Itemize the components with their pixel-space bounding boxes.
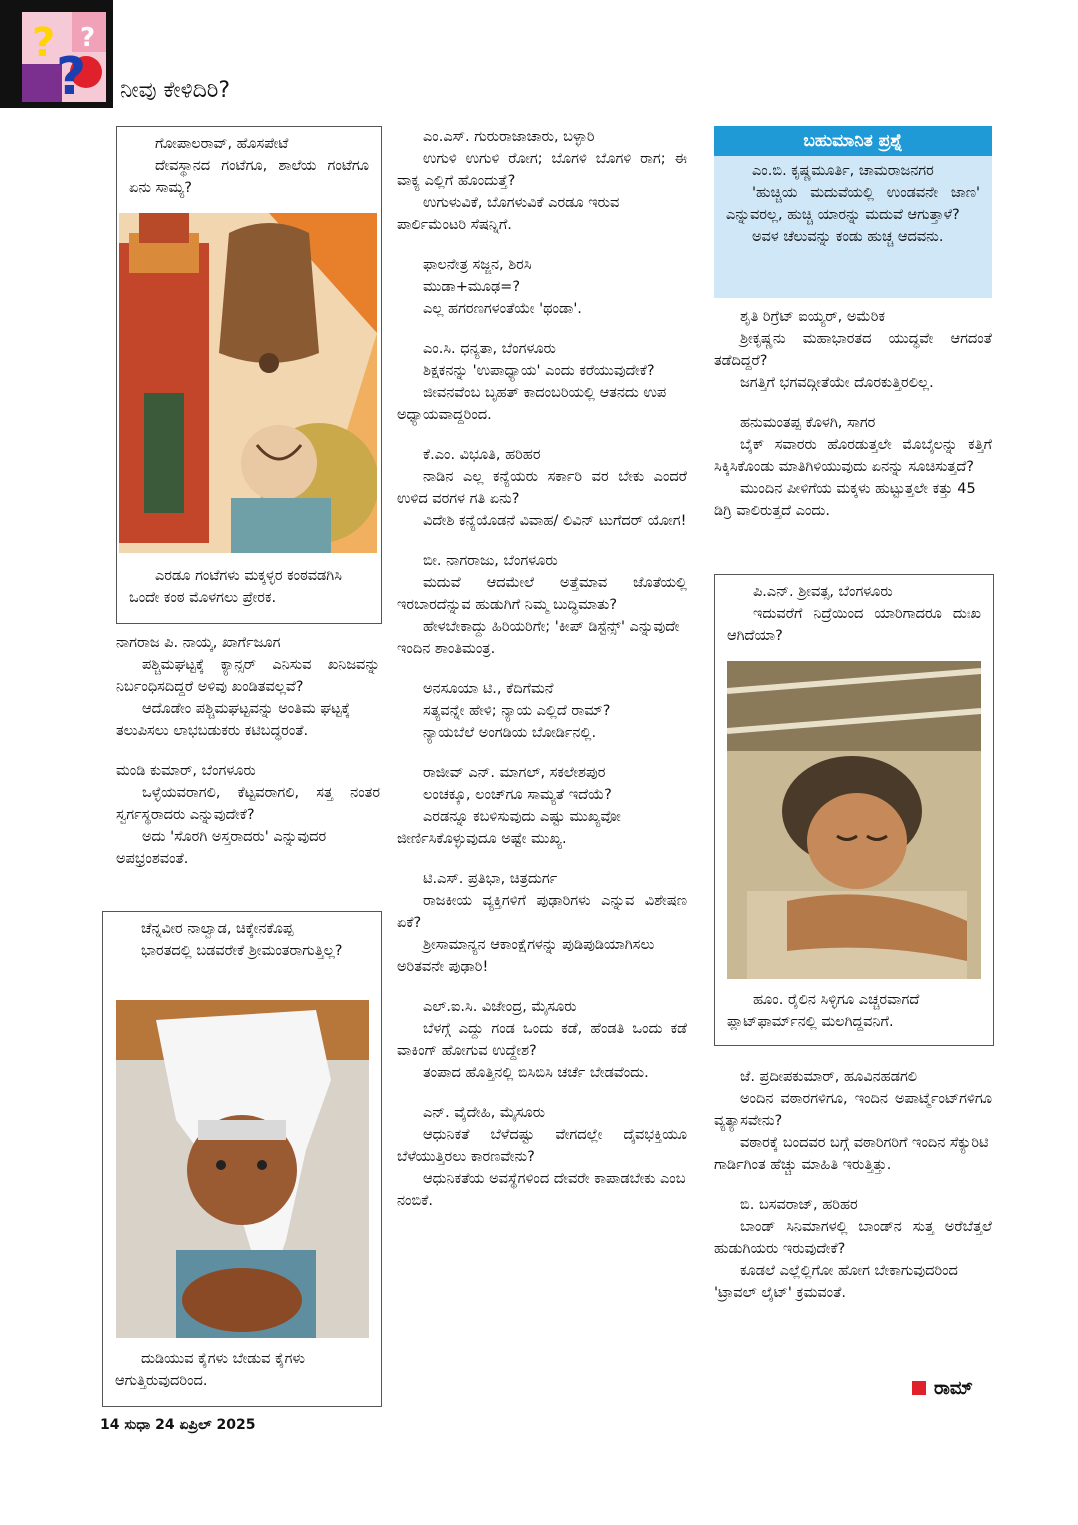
question-text: ಬಾಂಡ್ ಸಿನಿಮಾಗಳಲ್ಲಿ ಬಾಂಡ್‌ನ ಸುತ್ತ ಅರೆಬೆತ್ತಲೆ ಹುಡುಗಿಯರು ಇರುವುದೇಕೆ?	[714, 1219, 992, 1257]
column-3-list-a	[714, 306, 992, 540]
old-man-illustration	[116, 1000, 369, 1338]
qa-item	[397, 338, 687, 426]
temple-bell-art-icon	[119, 213, 377, 553]
asker-name: ಎಲ್.ಐ.ಸಿ. ವಿಜೇಂದ್ರ, ಮೈಸೂರು	[423, 999, 577, 1015]
answer-text: ವಠಾರಕ್ಕೆ ಬಂದವರ ಬಗ್ಗೆ ವಠಾರಿಗರಿಗೆ ಇಂದಿನ ಸೆಕ್ಯುರಿಟಿ ಗಾರ್ಡಿಗಿಂತ ಹೆಚ್ಚು ಮಾಹಿತಿ ಇರುತ್ತಿತ್ತು.	[714, 1135, 989, 1173]
author-signature	[912, 1378, 973, 1399]
asker-name: ಬೀ. ನಾಗರಾಜು, ಬೆಂಗಳೂರು	[423, 553, 558, 569]
qa-item	[714, 1066, 992, 1176]
answer-text: ಆದೊಡೇಂ ಪಶ್ಚಿಮಘಟ್ಟವನ್ನು ಅಂತಿಮ ಘಟ್ಟಕ್ಕೆ ತಲುಪಿಸಲು ಲಾಭಬಡುಕರು ಕಟಿಬದ್ಧರಂತೆ.	[116, 701, 351, 739]
answer-text: ಶ್ರೀಸಾಮಾನ್ಯನ ಆಕಾಂಕ್ಷೆಗಳನ್ನು ಪುಡಿಪುಡಿಯಾಗಿಸಲು ಅರಿತವನೇ ಪುಢಾರಿ!	[397, 937, 655, 975]
asker-name: ಚೆನ್ನವೀರ ನಾಲ್ವಾಡ, ಚಿಕ್ಕೇನಕೊಪ್ಪ	[141, 921, 294, 937]
page-footer: 14 ಸುಧಾ 24 ಏಪ್ರಿಲ್ 2025	[100, 1417, 256, 1433]
header-logo	[0, 0, 113, 108]
qa-item	[714, 306, 992, 394]
qa-item	[397, 550, 687, 660]
prize-heading: ಬಹುಮಾನಿತ ಪ್ರಶ್ನೆ	[714, 126, 992, 156]
column-2-list	[397, 126, 687, 1230]
prize-question-box	[714, 126, 992, 298]
asker-name: ಅನಸೂಯಾ ಟಿ., ಕೆದಿಗೆಮನೆ	[423, 681, 554, 697]
qa-item	[116, 632, 380, 742]
qa-item	[397, 996, 687, 1084]
answer-text: ನ್ಯಾಯಬೆಲೆ ಅಂಗಡಿಯ ಬೋರ್ಡಿನಲ್ಲಿ.	[423, 725, 597, 741]
signature-text: ರಾಮ್	[934, 1378, 973, 1399]
answer-text: ಕೂಡಲೆ ಎಲ್ಲೆಲ್ಲಿಗೋ ಹೋಗ ಬೇಕಾಗುವುದರಿಂದ 'ಟ್ರಾವಲ್ ಲೈಟ್' ಕ್ರಮವಂತೆ.	[714, 1263, 958, 1301]
question-text: ರಾಜಕೀಯ ವ್ಯಕ್ತಿಗಳಿಗೆ ಪುಢಾರಿಗಳು ಎನ್ನುವ ವಿಶೇಷಣ ಏಕೆ?	[397, 893, 687, 931]
column-1-list	[116, 632, 380, 888]
question-text: ಆಧುನಿಕತೆ ಬೆಳೆದಷ್ಟು ವೇಗದಲ್ಲೇ ದೈವಭಕ್ತಿಯೂ ಬೆಳೆಯುತ್ತಿರಲು ಕಾರಣವೇನು?	[397, 1127, 687, 1165]
bell-illustration	[119, 213, 377, 553]
question-text: ಸತ್ಯವನ್ನೇ ಹೇಳಿ; ನ್ಯಾಯ ಎಲ್ಲಿದೆ ರಾಮ್?	[423, 703, 611, 719]
question-text: ಲಂಚಕ್ಕೂ, ಲಂಚ್‌ಗೂ ಸಾಮ್ಯತೆ ಇದೆಯೆ?	[423, 787, 612, 803]
asker-name: ಎನ್. ವೈದೇಹಿ, ಮೈಸೂರು	[423, 1105, 546, 1121]
answer-text: ಅದು 'ಸೊರಗಿ ಅಸ್ತರಾದರು' ಎನ್ನುವುದರ ಅಪಭ್ರಂಶವಂತೆ.	[116, 829, 327, 867]
question-text: ನಾಡಿನ ಎಲ್ಲ ಕನ್ಯೆಯರು ಸರ್ಕಾರಿ ವರ ಬೇಕು ಎಂದರೆ ಉಳಿದ ವರಗಳ ಗತಿ ಏನು?	[397, 469, 687, 507]
answer-text: ಜಗತ್ತಿಗೆ ಭಗವದ್ಗೀತೆಯೇ ದೊರಕುತ್ತಿರಲಿಲ್ಲ.	[740, 375, 934, 391]
asker-name: ಜೆ. ಪ್ರದೀಪಕುಮಾರ್, ಹೂವಿನಹಡಗಲಿ	[740, 1069, 918, 1085]
answer-text: ಜೀವನವೆಂಬ ಬೃಹತ್ ಕಾದಂಬರಿಯಲ್ಲಿ ಆತನದು ಉಪ ಅಧ್ಯಾಯವಾದ್ದರಿಂದ.	[397, 385, 667, 423]
answer-text: ಹೇಳಬೇಕಾದ್ದು ಹಿರಿಯರಿಗೇ; 'ಕೀಪ್ ಡಿಸ್ಟೆನ್ಸ್' ಎನ್ನುವುದೇ ಇಂದಿನ ಶಾಂತಿಮಂತ್ರ.	[397, 619, 680, 657]
question-text: ಉಗುಳಿ ಉಗುಳಿ ರೋಗ; ಬೊಗಳಿ ಬೊಗಳಿ ರಾಗ; ಈ ವಾಕ್ಯ ಎಲ್ಲಿಗೆ ಹೊಂದುತ್ತೆ?	[397, 151, 687, 189]
answer-text: ಉಗುಳುವಿಕೆ, ಬೊಗಳುವಿಕೆ ಎರಡೂ ಇರುವ ಪಾರ್ಲಿಮೆಂಟರಿ ಸೆಷನ್ನಿಗೆ.	[397, 195, 620, 233]
asker-name: ಕೆ.ಎಂ. ವಿಭೂತಿ, ಹರಿಹರ	[423, 447, 541, 463]
answer-text: ಮುಂದಿನ ಪೀಳಿಗೆಯ ಮಕ್ಕಳು ಹುಟ್ಟುತ್ತಲೇ ಕತ್ತು 45 ಡಿಗ್ರಿ ವಾಲಿರುತ್ತದೆ ಎಂದು.	[714, 481, 976, 519]
asker-name: ಶೃತಿ ರಿಗ್ರೆಟ್ ಐಯ್ಯರ್, ಅಮೆರಿಕ	[740, 309, 885, 325]
question-text: ಭಾರತದಲ್ಲಿ ಬಡವರೇಕೆ ಶ್ರೀಮಂತರಾಗುತ್ತಿಲ್ಲ?	[141, 943, 343, 959]
question-text: ಇದುವರೆಗೆ ನಿದ್ರೆಯಿಂದ ಯಾರಿಗಾದರೂ ದುಃಖ ಆಗಿದೆಯಾ?	[727, 606, 981, 644]
question-mark-logo-icon	[22, 12, 106, 102]
qa-item	[397, 678, 687, 744]
asker-name: ರಾಜೀವ್ ಎನ್. ಮಾಗಲ್, ಸಕಲೇಶಪುರ	[423, 765, 606, 781]
qa-item	[397, 868, 687, 978]
question-text: ಒಳ್ಳೆಯವರಾಗಲಿ, ಕೆಟ್ಟವರಾಗಲಿ, ಸತ್ತ ನಂತರ ಸ್ವರ್ಗಸ್ಥರಾದರು ಎನ್ನುವುದೇಕೆ?	[116, 785, 380, 823]
question-text: ಪಶ್ಚಿಮಘಟ್ಟಕ್ಕೆ ಕ್ಯಾನ್ಸರ್ ಎನಿಸುವ ಖನಿಜವನ್ನು ನಿರ್ಬಂಧಿಸದಿದ್ದರೆ ಅಳಿವು ಖಂಡಿತವಲ್ಲವೆ?	[116, 657, 380, 695]
qa-item	[714, 412, 992, 522]
asker-name: ಮಂಡಿ ಕುಮಾರ್, ಬೆಂಗಳೂರು	[116, 763, 256, 779]
answer-text: ಆಧುನಿಕತೆಯ ಅವಸ್ಥೆಗಳಿಂದ ದೇವರೇ ಕಾಪಾಡಬೇಕು ಎಂಬ ನಂಬಿಕೆ.	[397, 1171, 686, 1209]
qa-item	[397, 1102, 687, 1212]
page-title: ನೀವು ಕೇಳಿದಿರಿ?	[120, 78, 231, 103]
sleeping-boy-illustration	[727, 661, 981, 979]
svg-text:?: ?	[56, 47, 87, 102]
qa-item	[397, 762, 687, 850]
qa-item	[397, 126, 687, 236]
question-text: 'ಹುಚ್ಚಿಯ ಮದುವೆಯಲ್ಲಿ ಉಂಡವನೇ ಜಾಣ' ಎನ್ನುವರಲ್ಲ, ಹುಚ್ಚಿ ಯಾರನ್ನು ಮದುವೆ ಆಗುತ್ತಾಳೆ?	[726, 185, 980, 223]
answer-text: ಎಲ್ಲ ಹಗರಣಗಳಂತೆಯೇ 'ಥಂಡಾ'.	[423, 301, 582, 317]
question-text: ಶ್ರೀಕೃಷ್ಣನು ಮಹಾಭಾರತದ ಯುದ್ಧವೇ ಆಗದಂತೆ ತಡೆದಿದ್ದರೆ?	[714, 331, 992, 369]
asker-name: ಎಂ.ಬಿ. ಕೃಷ್ಣಮೂರ್ತಿ, ಚಾಮರಾಜನಗರ	[752, 163, 934, 179]
qa-item	[116, 760, 380, 870]
asker-name: ನಾಗರಾಜ ಪಿ. ನಾಯ್ಕ, ಖಾರ್ಗೆಜೂಗ	[116, 635, 281, 651]
question-text: ದೇವಸ್ಥಾನದ ಗಂಟೆಗೂ, ಶಾಲೆಯ ಗಂಟೆಗೂ ಏನು ಸಾಮ್ಯ?	[129, 158, 369, 196]
column-3-list-b	[714, 1066, 992, 1322]
qa-box-bell	[116, 126, 382, 624]
question-text: ಬೆಳಗ್ಗೆ ಎದ್ದು ಗಂಡ ಒಂದು ಕಡೆ, ಹೆಂಡತಿ ಒಂದು ಕಡೆ ವಾಕಿಂಗ್ ಹೋಗುವ ಉದ್ದೇಶ?	[397, 1021, 687, 1059]
asker-name: ಹನುಮಂತಪ್ಪ ಕೊಳಗಿ, ಸಾಗರ	[740, 415, 876, 431]
asker-name: ಪಿ.ಎನ್. ಶ್ರೀವತ್ಸ, ಬೆಂಗಳೂರು	[753, 584, 893, 600]
question-text: ಮುಡಾ+ಮೂಢ=?	[423, 279, 521, 295]
asker-name: ಗೋಪಾಲರಾವ್, ಹೊಸಪೇಟೆ	[155, 136, 289, 152]
answer-text: ಎರಡನ್ನೂ ಕಬಳಿಸುವುದು ಎಷ್ಟು ಮುಖ್ಯವೋ ಜೀರ್ಣಿಸಿಕೊಳ್ಳುವುದೂ ಅಷ್ಟೇ ಮುಖ್ಯ.	[397, 809, 621, 847]
asker-name: ಎಂ.ಸಿ. ಧನ್ಯತಾ, ಬೆಂಗಳೂರು	[423, 341, 556, 357]
asker-name: ಬಿ. ಬಸವರಾಜ್, ಹರಿಹರ	[740, 1197, 858, 1213]
answer-caption: ದುಡಿಯುವ ಕೈಗಳು ಬೇಡುವ ಕೈಗಳು ಆಗುತ್ತಿರುವುದರಿಂದ.	[115, 1351, 305, 1389]
poor-man-art-icon	[116, 1000, 369, 1338]
qa-item	[397, 444, 687, 532]
qa-item	[397, 254, 687, 320]
red-square-icon	[912, 1381, 926, 1395]
asker-name: ಟಿ.ಎಸ್. ಪ್ರತಿಭಾ, ಚಿತ್ರದುರ್ಗ	[423, 871, 558, 887]
qa-box-sleeping	[714, 574, 994, 1046]
answer-text: ಅವಳ ಚೆಲುವನ್ನು ಕಂಡು ಹುಚ್ಚ ಆದವನು.	[752, 229, 944, 245]
question-text: ಬೈಕ್ ಸವಾರರು ಹೊರಡುತ್ತಲೇ ಮೊಬೈಲನ್ನು ಕತ್ತಿಗೆ ಸಿಕ್ಕಿಸಿಕೊಂಡು ಮಾತಿಗಿಳಿಯುವುದು ಏನನ್ನು ಸೂಚಿಸುತ್ತದೆ?	[714, 437, 992, 475]
asker-name: ಎಂ.ಎಸ್. ಗುರುರಾಜಾಚಾರು, ಬಳ್ಳಾರಿ	[423, 129, 595, 145]
question-text: ಶಿಕ್ಷಕನನ್ನು 'ಉಪಾಧ್ಯಾಯ' ಎಂದು ಕರೆಯುವುದೇಕೆ?	[423, 363, 655, 379]
answer-text: ವಿದೇಶಿ ಕನ್ಯೆಯೊಡನೆ ವಿವಾಹ/ ಲಿವಿನ್ ಟುಗೆದರ್ ಯೋಗ!	[423, 513, 687, 529]
qa-item	[714, 1194, 992, 1304]
svg-text:?: ?	[32, 20, 56, 66]
answer-caption: ಹೂಂ. ರೈಲಿನ ಸಿಳ್ಳಿಗೂ ಎಚ್ಚರವಾಗದೆ ಪ್ಲಾಟ್‌ಫಾರ್ಮ್‌ನಲ್ಲಿ ಮಲಗಿದ್ದವನಿಗೆ.	[727, 992, 920, 1030]
asker-name: ಫಾಲನೇತ್ರ ಸಜ್ಜನ, ಶಿರಸಿ	[423, 257, 532, 273]
answer-caption: ಎರಡೂ ಗಂಟೆಗಳು ಮಕ್ಕಳ್ಳರ ಕಂಠವಡಗಿಸಿ ಒಂದೇ ಕಂಠ ಮೊಳಗಲು ಪ್ರೇರಕ.	[129, 568, 342, 606]
sleeping-boy-art-icon	[727, 661, 981, 979]
question-text: ಅಂದಿನ ವಠಾರಗಳಿಗೂ, ಇಂದಿನ ಅಪಾರ್ಟ್ಮೆಂಟ್‌ಗಳಿಗೂ ವ್ಯತ್ಯಾಸವೇನು?	[714, 1091, 992, 1129]
answer-text: ತಂಪಾದ ಹೊತ್ತಿನಲ್ಲಿ ಬಿಸಿಬಿಸಿ ಚರ್ಚೆ ಬೇಡವೆಂದು.	[423, 1065, 649, 1081]
question-text: ಮದುವೆ ಆದಮೇಲೆ ಅತ್ತೆಮಾವ ಜೊತೆಯಲ್ಲಿ ಇರಬಾರದೆನ್ನುವ ಹುಡುಗಿಗೆ ನಿಮ್ಮ ಬುದ್ಧಿಮಾತು?	[397, 575, 687, 613]
qa-box-india	[102, 911, 382, 1407]
svg-text:?: ?	[80, 23, 96, 53]
